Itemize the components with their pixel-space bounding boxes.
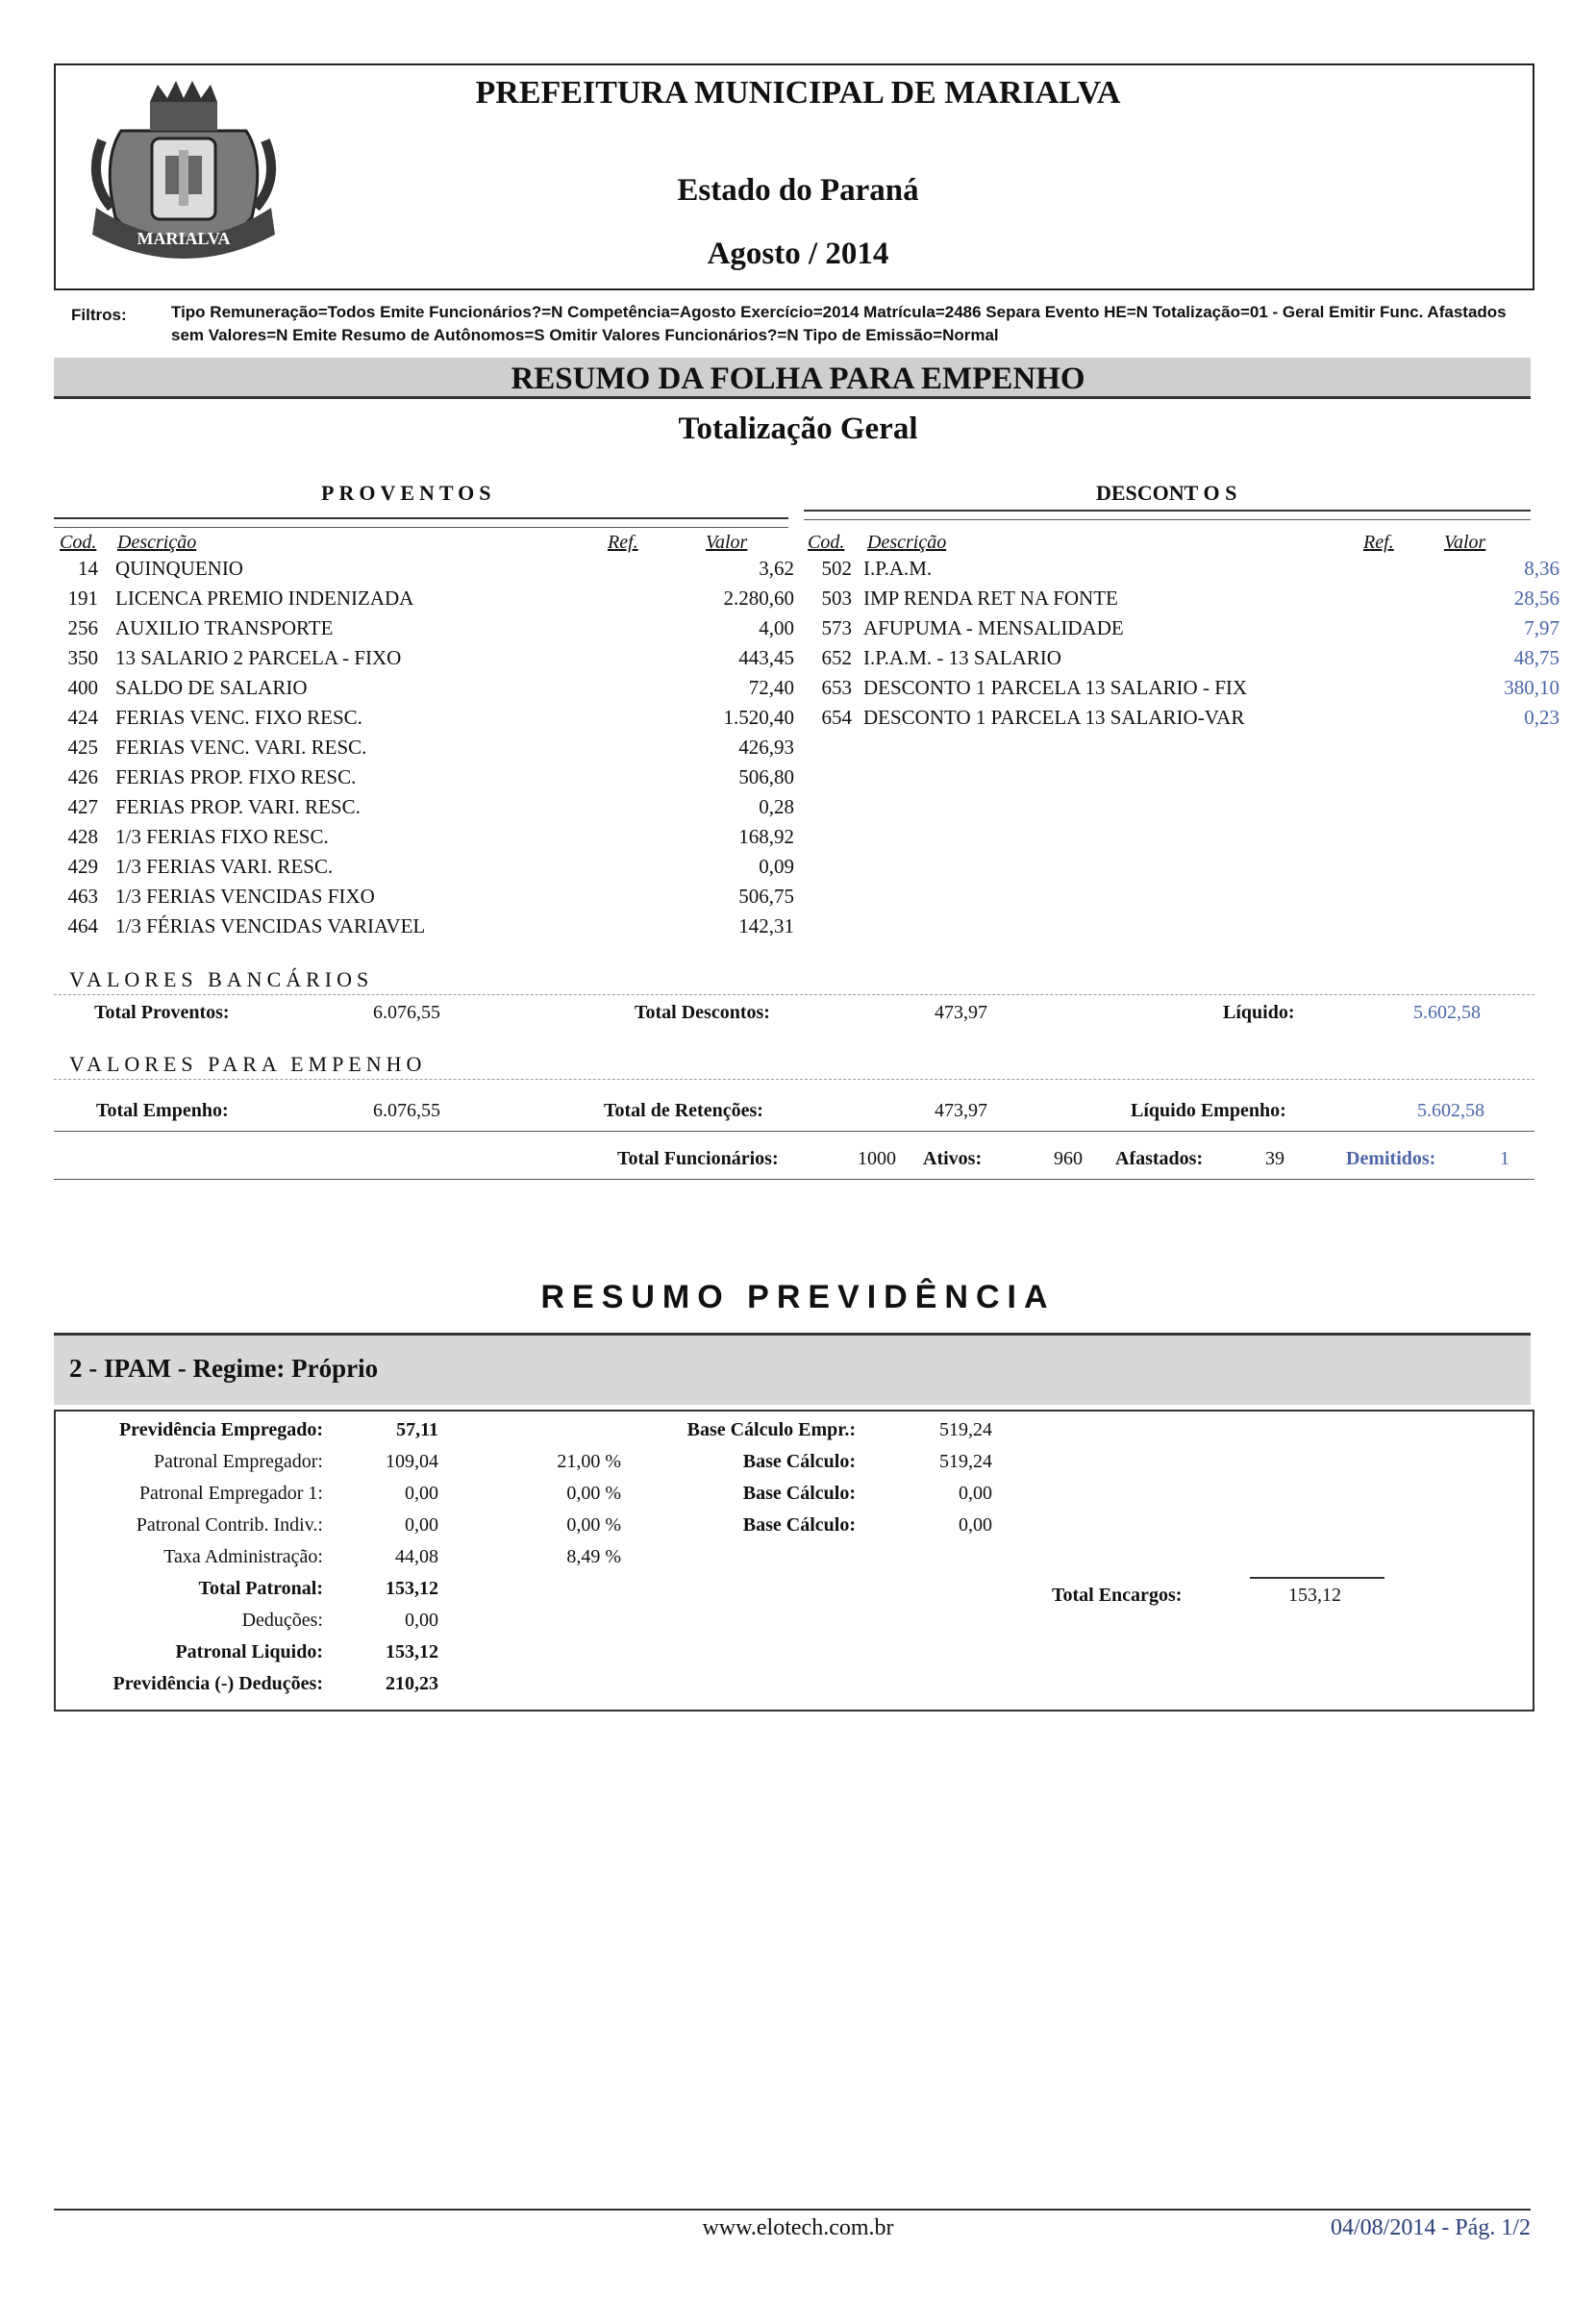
prev-percent: 0,00 % <box>566 1514 621 1536</box>
total-descontos-value: 473,97 <box>935 1002 987 1023</box>
prev-base-label: Base Cálculo Empr.: <box>686 1419 856 1440</box>
row-cod: 191 <box>67 587 98 610</box>
table-row <box>54 554 804 583</box>
row-desc: FERIAS VENC. FIXO RESC. <box>115 706 362 729</box>
prev-label: Previdência (-) Deduções: <box>112 1673 323 1694</box>
liquido-empenho-value: 5.602,58 <box>1417 1100 1484 1121</box>
row-cod: 652 <box>821 646 852 669</box>
table-row <box>808 584 1567 612</box>
row-cod: 428 <box>67 825 98 848</box>
row-desc: 13 SALARIO 2 PARCELA - FIXO <box>115 646 402 669</box>
regime-title: 2 - IPAM - Regime: Próprio <box>69 1354 379 1383</box>
prev-percent: 8,49 % <box>566 1546 621 1567</box>
prev-label: Previdência Empregado: <box>118 1419 323 1440</box>
filters-text: Tipo Remuneração=Todos Emite Funcionários?=N Competência=Agosto Exercício=2014 Matrícula=2486 Separa Evento HE=N Totalização=01 - Geral Emitir Func. Afastados sem Valores=N Emite Resumo de Autônomos=S Omitir Valores Funcionários?=N Tipo de Emissão=Normal <box>171 303 1507 344</box>
proventos-title: PROVENTOS <box>321 481 496 505</box>
row-valor: 0,09 <box>759 855 794 878</box>
prev-base-label: Base Cálculo: <box>742 1451 856 1472</box>
filters-label: Filtros: <box>71 306 127 324</box>
bancarios-title: VALORES BANCÁRIOS <box>69 967 374 991</box>
row-desc: FERIAS PROP. VARI. RESC. <box>115 795 361 818</box>
desc-col-valor: Valor <box>1444 532 1486 553</box>
table-row <box>808 703 1567 732</box>
row-valor: 72,40 <box>748 676 794 699</box>
proventos-list <box>54 554 804 938</box>
prev-label: Deduções: <box>241 1610 323 1631</box>
row-valor: 2.280,60 <box>723 587 794 610</box>
row-valor: 0,23 <box>1524 706 1559 729</box>
row-valor: 28,56 <box>1513 587 1559 610</box>
afastados-label: Afastados: <box>1115 1148 1204 1169</box>
row-desc: FERIAS VENC. VARI. RESC. <box>115 736 367 759</box>
prev-value: 0,00 <box>405 1610 438 1631</box>
row-valor: 168,92 <box>738 825 794 848</box>
prev-base-value: 0,00 <box>959 1483 992 1504</box>
prev-base-value: 519,24 <box>939 1451 992 1472</box>
prev-value: 0,00 <box>405 1514 438 1536</box>
table-row <box>54 882 804 911</box>
divider <box>54 1131 1534 1132</box>
prev-label: Patronal Empregador 1: <box>138 1483 323 1504</box>
row-cod: 14 <box>78 557 98 580</box>
prev-value: 153,12 <box>386 1641 438 1662</box>
row-desc: LICENCA PREMIO INDENIZADA <box>115 587 414 610</box>
divider <box>54 994 1534 995</box>
row-cod: 502 <box>821 557 852 580</box>
org-state: Estado do Paraná <box>677 173 919 208</box>
row-cod: 429 <box>67 855 98 878</box>
footer-page: 04/08/2014 - Pág. 1/2 <box>1331 2215 1531 2240</box>
total-retencoes-label: Total de Retenções: <box>604 1100 763 1121</box>
row-desc: FERIAS PROP. FIXO RESC. <box>115 765 357 788</box>
prev-value: 153,12 <box>386 1578 438 1599</box>
divider <box>54 527 788 528</box>
ativos-label: Ativos: <box>923 1148 983 1169</box>
table-row <box>54 912 804 940</box>
row-cod: 425 <box>67 736 98 759</box>
prev-label: Patronal Contrib. Indiv.: <box>136 1514 323 1536</box>
row-cod: 400 <box>67 676 98 699</box>
previdencia-rows <box>54 1419 1534 1708</box>
prov-col-desc: Descrição <box>117 532 197 553</box>
prev-base-value: 519,24 <box>939 1419 992 1440</box>
row-cod: 427 <box>67 795 98 818</box>
liquido-value: 5.602,58 <box>1413 1002 1481 1023</box>
row-desc: DESCONTO 1 PARCELA 13 SALARIO-VAR <box>863 706 1245 729</box>
table-row <box>54 852 804 881</box>
table-row <box>54 762 804 791</box>
total-proventos-label: Total Proventos: <box>94 1002 230 1023</box>
ativos-value: 960 <box>1054 1148 1083 1169</box>
row-valor: 8,36 <box>1524 557 1559 580</box>
row-desc: DESCONTO 1 PARCELA 13 SALARIO - FIX <box>863 676 1248 699</box>
row-desc: I.P.A.M. - 13 SALARIO <box>863 646 1061 669</box>
row-desc: AUXILIO TRANSPORTE <box>115 616 334 639</box>
divider <box>54 1079 1534 1080</box>
desc-col-ref: Ref. <box>1363 532 1394 553</box>
table-row <box>808 673 1567 702</box>
total-encargos-label: Total Encargos: <box>1052 1585 1183 1606</box>
resumo-subtitle: Totalização Geral <box>678 412 918 446</box>
row-valor: 443,45 <box>738 646 794 669</box>
row-valor: 0,28 <box>759 795 794 818</box>
row-desc: I.P.A.M. <box>863 557 933 580</box>
table-row <box>54 584 804 612</box>
table-row <box>54 673 804 702</box>
total-empenho-label: Total Empenho: <box>96 1100 229 1121</box>
prev-label: Total Patronal: <box>198 1578 323 1599</box>
row-valor: 506,80 <box>738 765 794 788</box>
row-valor: 426,93 <box>738 736 794 759</box>
total-retencoes-value: 473,97 <box>935 1100 987 1121</box>
table-row <box>54 822 804 851</box>
row-desc: 1/3 FERIAS VENCIDAS FIXO <box>115 885 375 908</box>
total-funcionarios-value: 1000 <box>858 1148 896 1169</box>
row-cod: 426 <box>67 765 98 788</box>
logo-text: MARIALVA <box>137 229 231 248</box>
table-row <box>808 643 1567 672</box>
prev-base-label: Base Cálculo: <box>742 1483 856 1504</box>
afastados-value: 39 <box>1265 1148 1284 1169</box>
total-descontos-label: Total Descontos: <box>635 1002 770 1023</box>
table-row <box>54 792 804 821</box>
row-valor: 4,00 <box>759 616 794 639</box>
row-desc: 1/3 FÉRIAS VENCIDAS VARIAVEL <box>115 914 426 937</box>
table-row <box>54 643 804 672</box>
prev-base-value: 0,00 <box>959 1514 992 1536</box>
demitidos-label: Demitidos: <box>1346 1148 1436 1169</box>
report-period: Agosto / 2014 <box>707 237 889 271</box>
prev-label: Patronal Liquido: <box>175 1641 323 1662</box>
divider <box>54 1410 1534 1412</box>
row-valor: 7,97 <box>1524 616 1559 639</box>
descontos-list <box>808 554 1567 746</box>
prev-value: 210,23 <box>386 1673 438 1694</box>
row-desc: QUINQUENIO <box>115 557 243 580</box>
table-row <box>808 613 1567 642</box>
prov-col-cod: Cod. <box>60 532 97 553</box>
prev-percent: 0,00 % <box>566 1483 621 1504</box>
row-valor: 1.520,40 <box>723 706 794 729</box>
row-cod: 463 <box>67 885 98 908</box>
row-cod: 464 <box>67 914 98 937</box>
prev-base-label: Base Cálculo: <box>742 1514 856 1536</box>
prev-value: 0,00 <box>405 1483 438 1504</box>
row-desc: IMP RENDA RET NA FONTE <box>863 587 1118 610</box>
table-row <box>54 733 804 762</box>
prev-label: Taxa Administração: <box>163 1546 323 1567</box>
footer-site: www.elotech.com.br <box>702 2215 894 2240</box>
empenho-title: VALORES PARA EMPENHO <box>69 1052 427 1076</box>
row-valor: 380,10 <box>1504 676 1559 699</box>
divider <box>54 1179 1534 1180</box>
divider <box>54 517 788 519</box>
row-cod: 503 <box>821 587 852 610</box>
row-cod: 653 <box>821 676 852 699</box>
resumo-title: RESUMO DA FOLHA PARA EMPENHO <box>511 362 1085 396</box>
prov-col-ref: Ref. <box>608 532 638 553</box>
divider <box>804 519 1531 520</box>
prov-col-valor: Valor <box>706 532 748 553</box>
demitidos-value: 1 <box>1500 1148 1509 1169</box>
total-funcionarios-label: Total Funcionários: <box>617 1148 779 1169</box>
row-cod: 573 <box>821 616 852 639</box>
table-row <box>54 703 804 732</box>
liquido-empenho-label: Líquido Empenho: <box>1131 1100 1286 1121</box>
divider <box>1250 1577 1384 1579</box>
org-title: PREFEITURA MUNICIPAL DE MARIALVA <box>475 75 1121 111</box>
row-cod: 654 <box>821 706 852 729</box>
row-cod: 424 <box>67 706 98 729</box>
total-encargos-value: 153,12 <box>1288 1585 1341 1606</box>
prev-label: Patronal Empregador: <box>153 1451 323 1472</box>
row-valor: 506,75 <box>738 885 794 908</box>
row-valor: 48,75 <box>1513 646 1559 669</box>
row-cod: 350 <box>67 646 98 669</box>
row-cod: 256 <box>67 616 98 639</box>
row-desc: SALDO DE SALARIO <box>115 676 308 699</box>
table-row <box>54 613 804 642</box>
table-row <box>808 554 1567 583</box>
row-valor: 142,31 <box>738 914 794 937</box>
previdencia-title: RESUMO PREVIDÊNCIA <box>540 1279 1056 1315</box>
prev-value: 57,11 <box>396 1419 438 1440</box>
divider <box>804 510 1531 512</box>
prev-value: 109,04 <box>386 1451 438 1472</box>
liquido-label: Líquido: <box>1223 1002 1295 1023</box>
row-desc: AFUPUMA - MENSALIDADE <box>863 616 1124 639</box>
prev-value: 44,08 <box>395 1546 438 1567</box>
row-desc: 1/3 FERIAS FIXO RESC. <box>115 825 329 848</box>
desc-col-desc: Descrição <box>867 532 947 553</box>
descontos-title: DESCONT O S <box>1096 481 1237 505</box>
row-valor: 3,62 <box>759 557 794 580</box>
total-proventos-value: 6.076,55 <box>373 1002 440 1023</box>
row-desc: 1/3 FERIAS VARI. RESC. <box>115 855 334 878</box>
desc-col-cod: Cod. <box>808 532 845 553</box>
prev-percent: 21,00 % <box>557 1451 621 1472</box>
total-empenho-value: 6.076,55 <box>373 1100 440 1121</box>
footer-divider <box>54 2209 1531 2211</box>
